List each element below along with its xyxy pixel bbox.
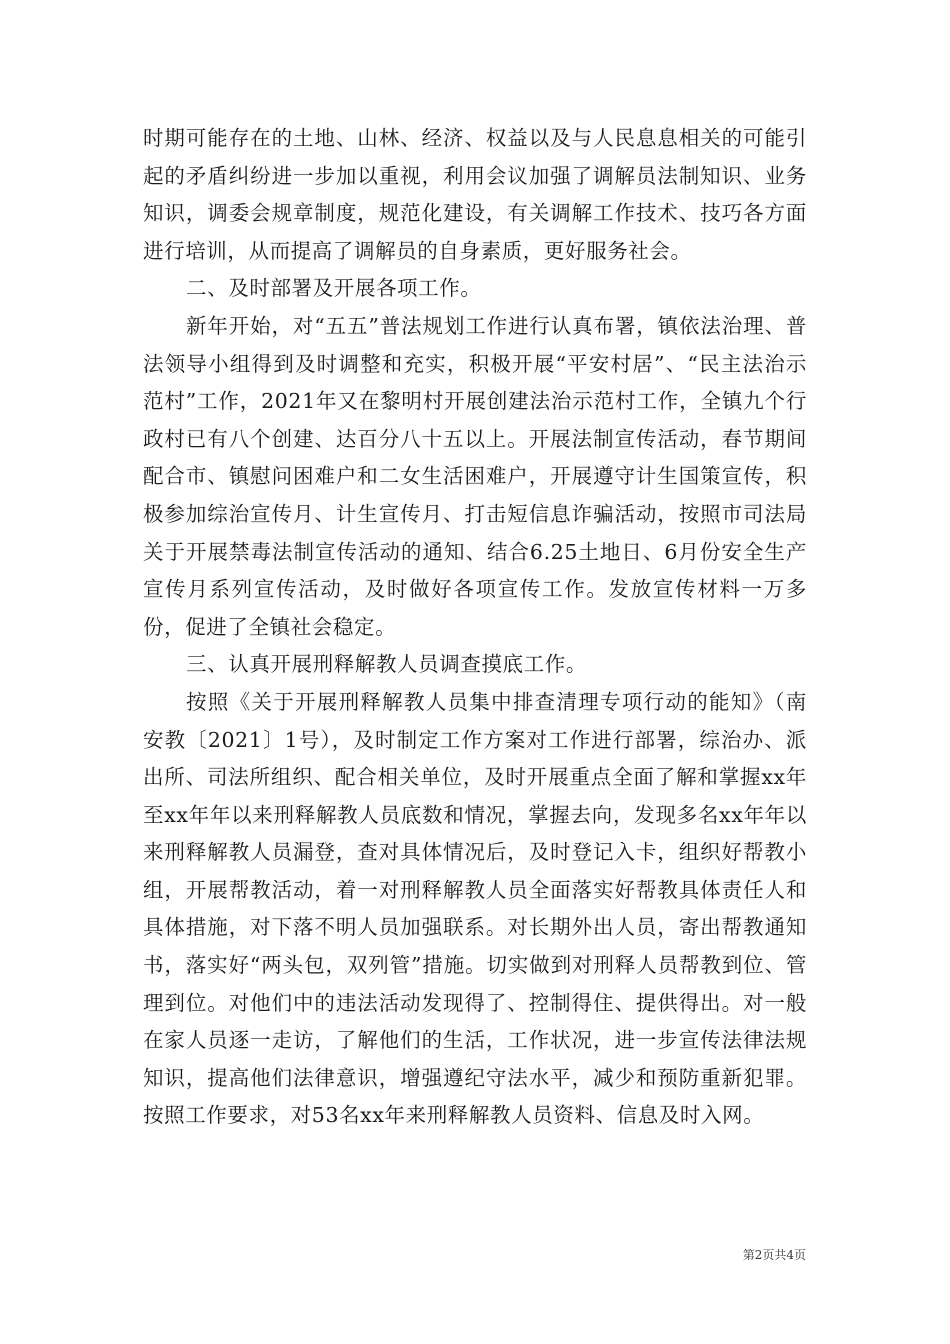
section-heading-2: 二、及时部署及开展各项工作。 [186,276,482,301]
document-body [143,120,807,1135]
page-number: 第2页共4页 [742,1248,806,1262]
paragraph-1: 时期可能存在的土地、山林、经济、权益以及与人民息息相关的可能引起的矛盾纠纷进一步加以重视，利用会议加强了调解员法制知识、业务知识，调委会规章制度，规范化建设，有关调解工作技术、技巧各方面进行培训，从而提高了调解员的自身素质，更好服务社会。 [143,126,807,263]
section-heading-3: 三、认真开展刑释解教人员调查摸底工作。 [186,652,587,677]
paragraph-3: 新年开始，对“五五”普法规划工作进行认真布署，镇依法治理、普法领导小组得到及时调整和充实，积极开展“平安村居”、“民主法治示范村”工作，2021年又在黎明村开展创建法治示范村工作，全镇九个行政村已有八个创建、达百分八十五以上。开展法制宣传活动，春节期间配合市、镇慰问困难户和二女生活困难户，开展遵守计生国策宣传，积极参加综治宣传月、计生宣传月、打击短信息诈骗活动，按照市司法局关于开展禁毒法制宣传活动的通知、结合6.25土地日、6月份安全生产宣传月系列宣传活动，及时做好各项宣传工作。发放宣传材料一万多份，促进了全镇社会稳定。 [143,313,807,639]
paragraph-5: 按照《关于开展刑释解教人员集中排查清理专项行动的能知》（南安教〔2021〕1号），及时制定工作方案对工作进行部署，综治办、派出所、司法所组织、配合相关单位，及时开展重点全面了解和掌握xx年至xx年年以来刑释解教人员底数和情况，掌握去向，发现多名xx年年以来刑释解教人员漏登，查对具体情况后，及时登记入卡，组织好帮教小组，开展帮教活动，着一对刑释解教人员全面落实好帮教具体责任人和具体措施，对下落不明人员加强联系。对长期外出人员，寄出帮教通知书，落实好“两头包，双列管”措施。切实做到对刑释人员帮教到位、管理到位。对他们中的违法活动发现得了、控制得住、提供得出。对一般在家人员逐一走访，了解他们的生活，工作状况，进一步宣传法律法规知识，提高他们法律意识，增强遵纪守法水平，减少和预防重新犯罪。按照工作要求，对53名xx年来刑释解教人员资料、信息及时入网。 [143,689,807,1128]
